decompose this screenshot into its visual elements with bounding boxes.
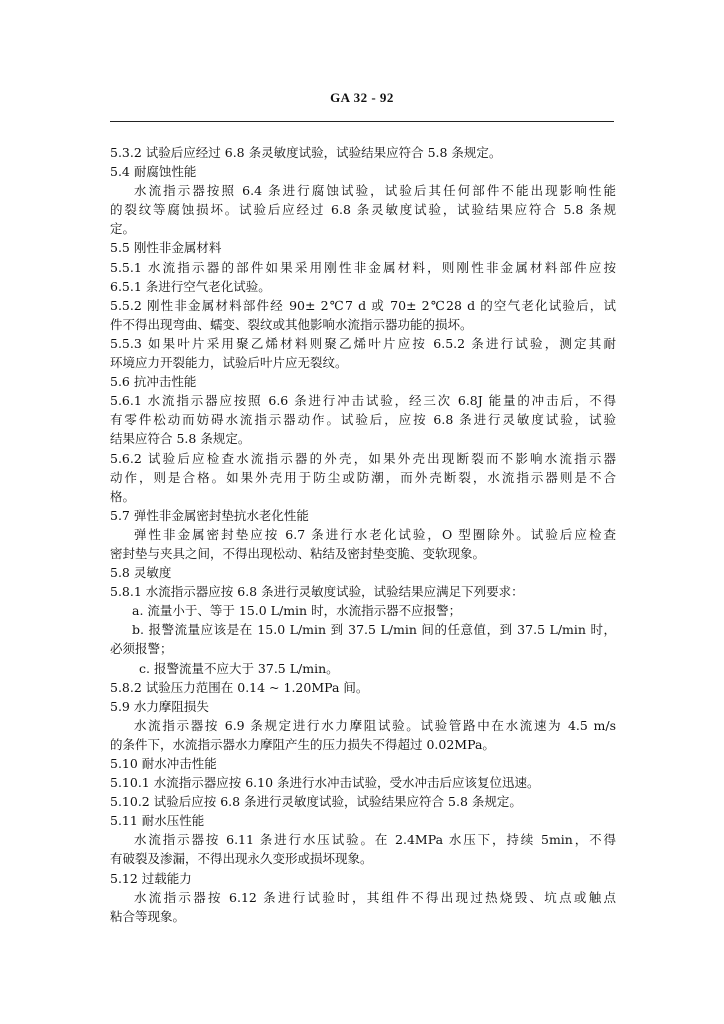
text-line: 密封垫与夹具之间，不得出现松动、粘结及密封垫变脆、变软现象。 xyxy=(110,545,486,561)
text-line: 5.10.1 水流指示器应按 6.10 条进行水冲击试验，受水冲击后应该复位迅速。 xyxy=(110,775,540,791)
text-line: 5.10 耐水冲击性能 xyxy=(110,756,217,771)
header-rule xyxy=(110,121,614,122)
text-line: 5.11 耐水压性能 xyxy=(110,813,205,829)
text-line: 水流指示器按 6.11 条进行水压试验。在 2.4MPa 水压下，持续 5min，不得 xyxy=(134,832,616,848)
text-line: 5.6.2 试验后应检查水流指示器的外壳，如果外壳出现断裂而不影响水流指示器 xyxy=(110,450,616,466)
text-line: 5.5.3 如果叶片采用聚乙烯材料则聚乙烯叶片应按 6.5.2 条进行试验，测定其耐 xyxy=(110,335,616,351)
text-line: 有零件松动而妨碍水流指示器动作。试验后，应按 6.8 条进行灵敏度试验，试验 xyxy=(110,412,616,428)
text-line: 结果应符合 5.8 条规定。 xyxy=(110,431,251,447)
text-line: 有破裂及渗漏，不得出现永久变形或损坏现象。 xyxy=(110,851,373,867)
text-line: 5.5.1 水流指示器的部件如果采用刚性非金属材料，则刚性非金属材料部件应按 xyxy=(110,259,616,275)
text-line: c. 报警流量不应大于 37.5 L/min。 xyxy=(139,660,339,676)
text-line: 件不得出现弯曲、蠕变、裂纹或其他影响水流指示器功能的损坏。 xyxy=(110,316,473,332)
text-line: 5.8 灵敏度 xyxy=(110,565,172,581)
text-line: 格。 xyxy=(110,488,136,504)
text-line: 定。 xyxy=(110,221,136,237)
text-line: 5.12 过载能力 xyxy=(110,870,192,886)
text-line: 水流指示器按照 6.4 条进行腐蚀试验，试验后其任何部件不能出现影响性能 xyxy=(134,183,616,199)
text-line: 环境应力开裂能力，试验后叶片应无裂纹。 xyxy=(110,355,348,371)
document-body xyxy=(110,143,616,926)
text-line: 必须报警； xyxy=(110,641,173,657)
text-line: 5.3.2 试验后应经过 6.8 条灵敏度试验，试验结果应符合 5.8 条规定。 xyxy=(110,145,502,160)
text-line: 5.5 刚性非金属材料 xyxy=(110,240,222,256)
document-header-code: GA 32 - 92 xyxy=(330,90,394,105)
text-line: 的裂纹等腐蚀损坏。试验后应经过 6.8 条灵敏度试验，试验结果应符合 5.8 条规 xyxy=(110,202,616,218)
text-line: 动作，则是合格。如果外壳用于防尘或防潮，而外壳断裂，水流指示器则是不合 xyxy=(110,469,616,485)
text-line: a. 流量小于、等于 15.0 L/min 时，水流指示器不应报警； xyxy=(132,603,462,619)
text-line: 5.6 抗冲击性能 xyxy=(110,374,197,390)
text-line: 5.4 耐腐蚀性能 xyxy=(110,164,197,180)
text-line: 5.9 水力摩阻损失 xyxy=(110,698,209,714)
text-line: 水流指示器按 6.12 条进行试验时，其组件不得出现过热烧毁、坑点或触点 xyxy=(134,889,616,905)
text-line: 5.7 弹性非金属密封垫抗水老化性能 xyxy=(110,507,309,523)
text-line: 5.8.2 试验压力范围在 0.14 ~ 1.20MPa 间。 xyxy=(110,679,369,695)
text-line: 水流指示器按 6.9 条规定进行水力摩阻试验。试验管路中在水流速为 4.5 m/s xyxy=(134,717,616,733)
text-line: 的条件下，水流指示器水力摩阻产生的压力损失不得超过 0.02MPa。 xyxy=(110,736,495,752)
text-line: 粘合等现象。 xyxy=(110,908,186,924)
text-line: 5.8.1 水流指示器应按 6.8 条进行灵敏度试验，试验结果应满足下列要求： xyxy=(110,584,524,600)
text-line: 弹性非金属密封垫应按 6.7 条进行水老化试验，O 型圈除外。试验后应检查 xyxy=(134,526,616,542)
text-line: 5.6.1 水流指示器应按照 6.6 条进行冲击试验，经三次 6.8J 能量的冲击后，不得 xyxy=(110,393,616,409)
text-line: 6.5.1 条进行空气老化试验。 xyxy=(110,278,271,294)
text-line: 5.5.2 刚性非金属材料部件经 90± 2℃7 d 或 70± 2℃28 d 的空气老化试验后，试 xyxy=(110,297,616,313)
text-line: b. 报警流量应该是在 15.0 L/min 到 37.5 L/min 间的任意值，到 37.5 L/min 时， xyxy=(132,622,616,638)
text-line: 5.10.2 试验后应按 6.8 条进行灵敏度试验，试验结果应符合 5.8 条规定。 xyxy=(110,794,522,810)
